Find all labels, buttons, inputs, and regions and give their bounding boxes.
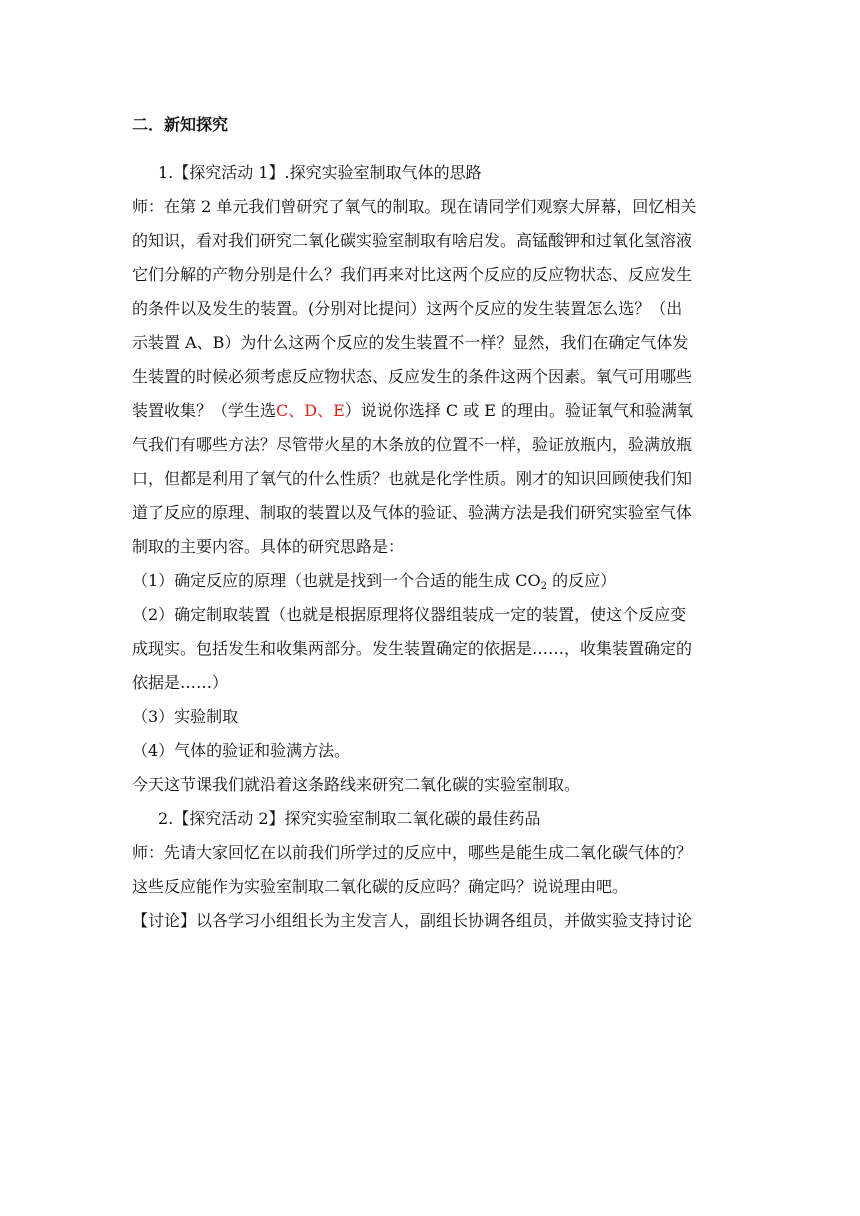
paragraph-line xyxy=(132,394,732,428)
step-text: 的反应） xyxy=(547,571,617,590)
paragraph-line: 的条件以及发生的装置。(分别对比提问）这两个反应的发生装置怎么选？（出 xyxy=(132,299,683,318)
step-4: （4）气体的验证和验满方法。 xyxy=(132,741,351,760)
document-body xyxy=(132,108,732,938)
activity1-title: 1.【探究活动 1】.探究实验室制取气体的思路 xyxy=(158,163,482,182)
step-1 xyxy=(132,564,732,598)
step-2-line: （2）确定制取装置（也就是根据原理将仪器组装成一定的装置，使这个反应变 xyxy=(132,605,687,624)
paragraph-line: 示装置 A、B）为什么这两个反应的发生装置不一样？显然，我们在确定气体发 xyxy=(132,333,689,352)
activity2-title: 2.【探究活动 2】探究实验室制取二氧化碳的最佳药品 xyxy=(158,809,541,828)
line-text: 装置收集？（学生选 xyxy=(132,401,277,420)
step-3: （3）实验制取 xyxy=(132,707,239,726)
step-2-line: 依据是……） xyxy=(132,673,229,692)
highlighted-options: C、D、E xyxy=(276,401,345,420)
paragraph-line: 制取的主要内容。具体的研究思路是： xyxy=(132,537,405,556)
paragraph-line: 口，但都是利用了氧气的什么性质？也就是化学性质。刚才的知识回顾使我们知 xyxy=(132,469,693,488)
section-heading: 二．新知探究 xyxy=(132,115,229,134)
paragraph-line: 道了反应的原理、制取的装置以及气体的验证、验满方法是我们研究实验室气体 xyxy=(132,503,693,522)
line-text: ）说说你选择 C 或 E 的理由。验证氧气和验满氧 xyxy=(344,401,694,420)
paragraph-line: 气我们有哪些方法？尽管带火星的木条放的位置不一样，验证放瓶内，验满放瓶 xyxy=(132,435,693,454)
step-2-line: 成现实。包括发生和收集两部分。发生装置确定的依据是……，收集装置确定的 xyxy=(132,639,693,658)
paragraph-line: 的知识，看对我们研究二氧化碳实验室制取有啥启发。高锰酸钾和过氧化氢溶液 xyxy=(132,231,693,250)
paragraph-line: 这些反应能作为实验室制取二氧化碳的反应吗？确定吗？说说理由吧。 xyxy=(132,877,629,896)
paragraph-line: 生装置的时候必须考虑反应物状态、反应发生的条件这两个因素。氧气可用哪些 xyxy=(132,367,693,386)
paragraph-line: 师：先请大家回忆在以前我们所学过的反应中，哪些是能生成二氧化碳气体的？ xyxy=(132,843,693,862)
paragraph-line: 师：在第 2 单元我们曾研究了氧气的制取。现在请同学们观察大屏幕，回忆相关 xyxy=(132,197,697,216)
closing-line: 今天这节课我们就沿着这条路线来研究二氧化碳的实验室制取。 xyxy=(132,775,581,794)
step-text: （1）确定反应的原理（也就是找到一个合适的能生成 CO xyxy=(132,571,541,590)
paragraph-line: 它们分解的产物分别是什么？我们再来对比这两个反应的反应物状态、反应发生 xyxy=(132,265,693,284)
paragraph-line: 【讨论】以各学习小组组长为主发言人，副组长协调各组员，并做实验支持讨论 xyxy=(132,911,693,930)
subscript: 2 xyxy=(540,581,548,592)
